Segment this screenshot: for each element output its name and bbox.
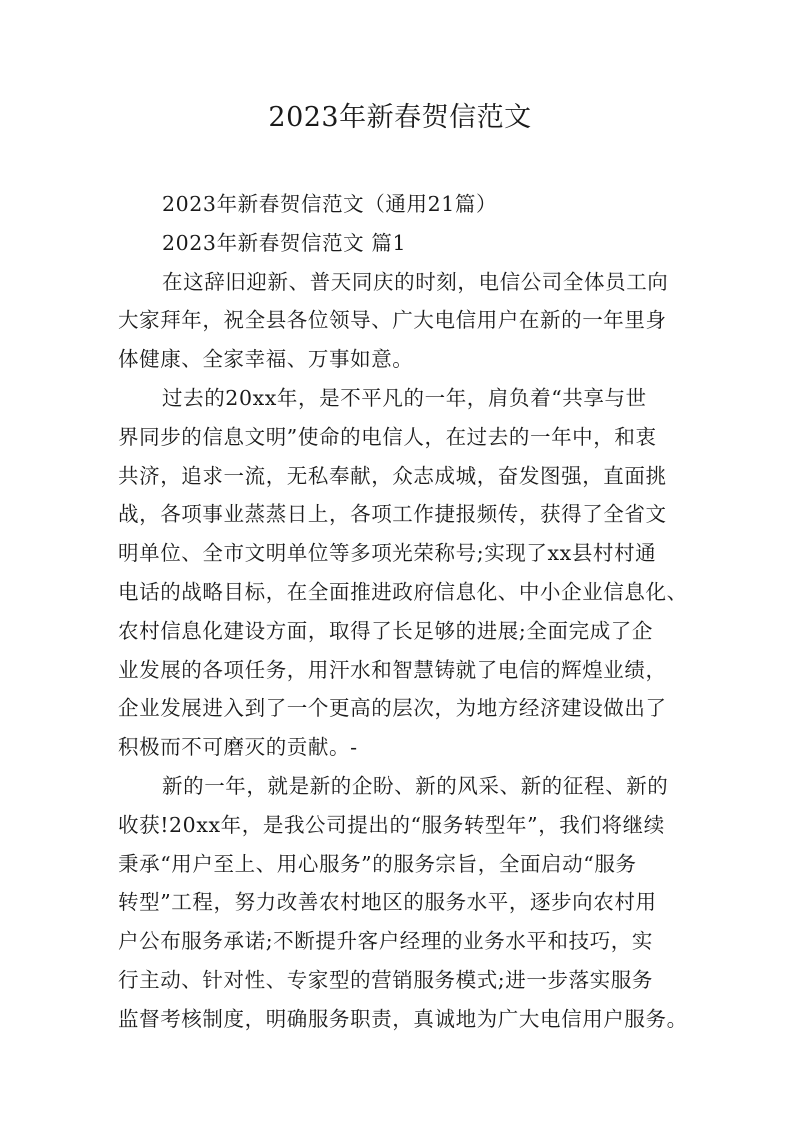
text-line: 明单位、全市文明单位等多项光荣称号;实现了xx县村村通 — [118, 541, 657, 566]
text-line: 电话的战略目标，在全面推进政府信息化、中小企业信息化、 — [118, 579, 688, 604]
text-line: 企业发展进入到了一个更高的层次，为地方经济建设做出了 — [118, 696, 667, 721]
text-line: 业发展的各项任务，用汗水和智慧铸就了电信的辉煌业绩， — [118, 657, 667, 682]
text-line: 农村信息化建设方面，取得了长足够的进展;全面完成了企 — [118, 618, 654, 643]
text-line: 秉承“用户至上、用心服务”的服务宗旨，全面启动“服务 — [118, 851, 637, 876]
document-title: 2023年新春贺信范文 — [268, 102, 532, 133]
text-line: 共济，追求一流，无私奉献，众志成城，奋发图强，直面挑 — [118, 463, 667, 488]
text-line: 过去的20xx年，是不平凡的一年，肩负着“共享与世 — [162, 385, 647, 410]
text-line: 体健康、全家幸福、万事如意。 — [118, 347, 414, 372]
text-line: 2023年新春贺信范文（通用21篇） — [162, 192, 498, 216]
text-line: 战，各项事业蒸蒸日上，各项工作捷报频传，获得了全省文 — [118, 502, 667, 527]
text-line: 界同步的信息文明”使命的电信人，在过去的一年中，和衷 — [118, 424, 657, 449]
text-line: 监督考核制度，明确服务职责，真诚地为广大电信用户服务。 — [118, 1006, 688, 1031]
document-body — [118, 185, 698, 1039]
text-line: 在这辞旧迎新、普天同庆的时刻，电信公司全体员工向 — [162, 269, 669, 294]
text-line: 转型”工程，努力改善农村地区的服务水平，逐步向农村用 — [118, 890, 657, 915]
text-line: 大家拜年，祝全县各位领导、广大电信用户在新的一年里身 — [118, 308, 667, 333]
text-line: 收获!20xx年，是我公司提出的“服务转型年”，我们将继续 — [118, 812, 665, 837]
text-line: 行主动、针对性、专家型的营销服务模式;进一步落实服务 — [118, 967, 654, 992]
text-line: 新的一年，就是新的企盼、新的风采、新的征程、新的 — [162, 773, 669, 798]
text-line: 积极而不可磨灭的贡献。- — [118, 735, 358, 760]
text-line: 2023年新春贺信范文 篇1 — [162, 230, 407, 255]
text-line: 户公布服务承诺;不断提升客户经理的业务水平和技巧，实 — [118, 929, 654, 954]
